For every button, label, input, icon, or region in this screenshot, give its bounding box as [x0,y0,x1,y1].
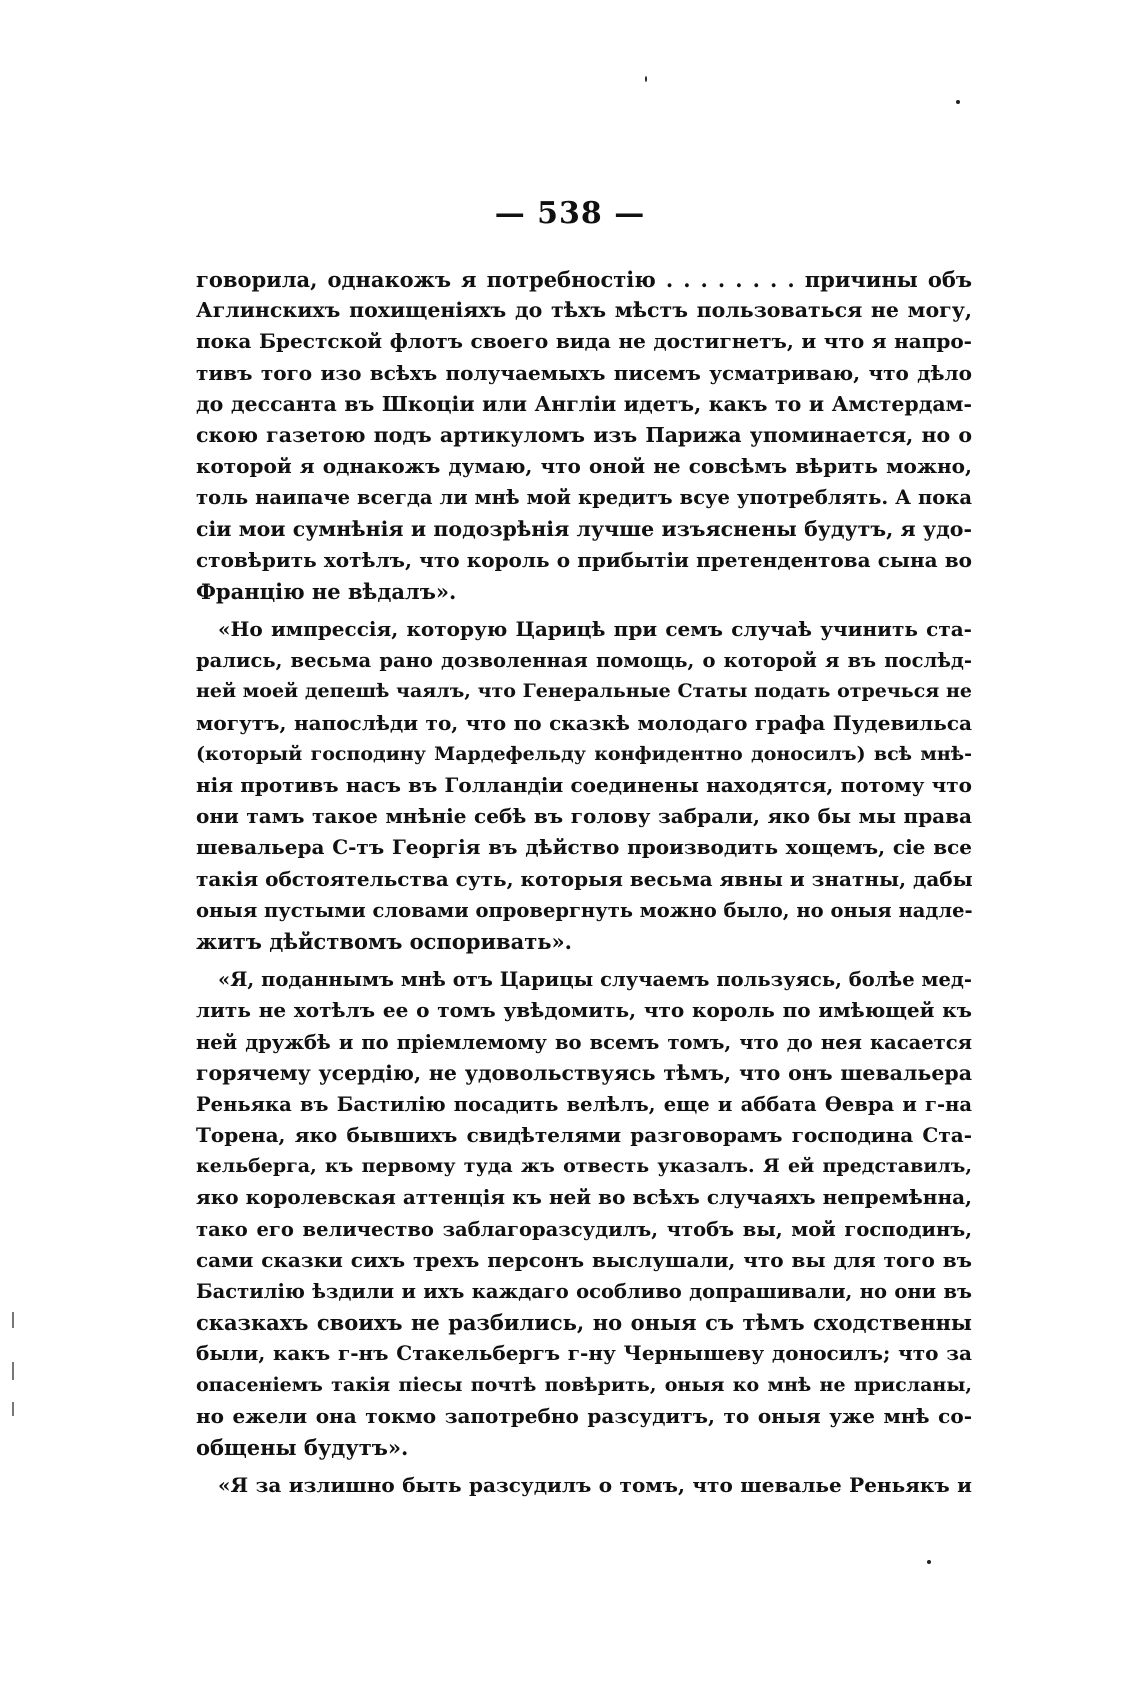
text-line: лить не хотѣлъ ее о томъ увѣдомить, что король по имѣющей къ [196,998,972,1023]
page-number: — 538 — [494,196,646,231]
text-line: до дессанта въ Шкоціи или Англіи идетъ, какъ то и Амстердам- [196,391,972,416]
text-line: Бастилію ѣздили и ихъ каждаго особливо допрашивали, но они въ [196,1280,972,1303]
text-line: были, какъ г-нъ Стакельбергъ г-ну Чернышеву доносилъ; что за [196,1341,972,1366]
scan-speck [956,100,960,104]
text-line: ней дружбѣ и по пріемлемому во всемъ томъ, что до нея касается [196,1030,972,1054]
text-line: «Но импрессія, которую Царицѣ при семъ случаѣ учинить ста- [218,617,972,642]
text-line: сами сказки сихъ трехъ персонъ выслушали, что вы для того въ [196,1247,972,1272]
text-line: (который господину Мардефельду конфидентно доносилъ) всѣ мнѣ- [196,742,972,765]
text-line: «Я, поданнымъ мнѣ отъ Царицы случаемъ пользуясь, болѣе мед- [218,968,972,992]
scan-margin-mark [12,1362,14,1380]
text-line: они тамъ такое мнѣніе себѣ въ голову забрали, яко бы мы права [196,804,972,829]
text-line: оныя пустыми словами опровергнуть можно было, но оныя надле- [196,898,973,922]
text-line: говорила, однакожъ я потребностію . . . . . . . . причины объ [196,267,972,292]
text-line: Аглинскихъ похищеніяхъ до тѣхъ мѣстъ пользоваться не могу, [196,298,972,323]
text-line: Францію не вѣдалъ». [196,578,457,604]
text-line: тивъ того изо всѣхъ получаемыхъ писемъ усматриваю, что дѣло [196,360,972,385]
text-line: рались, весьма рано дозволенная помощь, о которой я въ послѣд- [196,649,972,673]
text-line: стовѣрить хотѣлъ, что король о прибытіи претендентова сына во [196,547,972,572]
text-line: «Я за излишно быть разсудилъ о томъ, что шевалье Реньякъ и [218,1473,972,1498]
text-line: могутъ, напослѣди то, что по сказкѣ молодаго графа Пудевильса [196,710,972,735]
text-line: яко королевская аттенція къ ней во всѣхъ случаяхъ непремѣнна, [196,1185,972,1210]
text-line: Реньяка въ Бастилію посадить велѣлъ, еще и аббата Өевра и г-на [196,1092,972,1116]
scan-margin-mark [12,1402,14,1416]
text-line: ней моей депешѣ чаялъ, что Генеральные Статы подать отречься не [196,680,972,703]
scan-speck [927,1560,931,1564]
paragraph [196,964,972,1463]
text-line: пока Брестской флотъ своего вида не достигнетъ, и что я напро- [196,329,972,354]
text-line: горячему усердію, не удовольствуясь тѣмъ, что онъ шевальера [196,1060,972,1085]
text-line: кельберга, къ первому туда жъ отвесть указалъ. Я ей представилъ, [196,1155,972,1178]
body-text [196,264,972,1501]
text-line: такія обстоятельства суть, которыя весьма явны и знатны, дабы [196,866,973,891]
scan-speck [645,76,647,82]
text-line: тако его величество заблагоразсудилъ, чтобъ вы, мой господинъ, [196,1217,972,1241]
text-line: сказкахъ своихъ не разбились, но оныя съ тѣмъ сходственны [196,1310,972,1336]
paragraph [196,614,972,957]
text-line: общены будутъ». [196,1434,409,1460]
text-line: опасеніемъ такія піесы почтѣ повѣрить, оныя ко мнѣ не присланы, [196,1373,972,1396]
text-line: толь наипаче всегда ли мнѣ мой кредитъ всуе употреблять. А пока [196,486,972,510]
text-line: житъ дѣйствомъ оспоривать». [196,928,572,954]
text-line: которой я однакожъ думаю, что оной не совсѣмъ вѣрить можно, [196,454,972,479]
text-line: сіи мои сумнѣнія и подозрѣнія лучше изъяснены будутъ, я удо- [196,516,972,541]
paragraph [196,264,972,607]
text-line: нія противъ насъ въ Голландіи соединены находятся, потому что [196,773,972,797]
text-line: но ежели она токмо запотребно разсудитъ, то оныя уже мнѣ со- [196,1403,972,1428]
text-line: Торена, яко бывшихъ свидѣтелями разговорамъ господина Ста- [196,1123,972,1148]
paragraph [196,1470,972,1501]
text-line: шевальера С-тъ Георгія въ дѣйство производить хощемъ, сіе все [196,835,972,860]
scan-margin-mark [12,1312,14,1328]
text-line: скою газетою подъ артикуломъ изъ Парижа упоминается, но о [196,422,972,447]
